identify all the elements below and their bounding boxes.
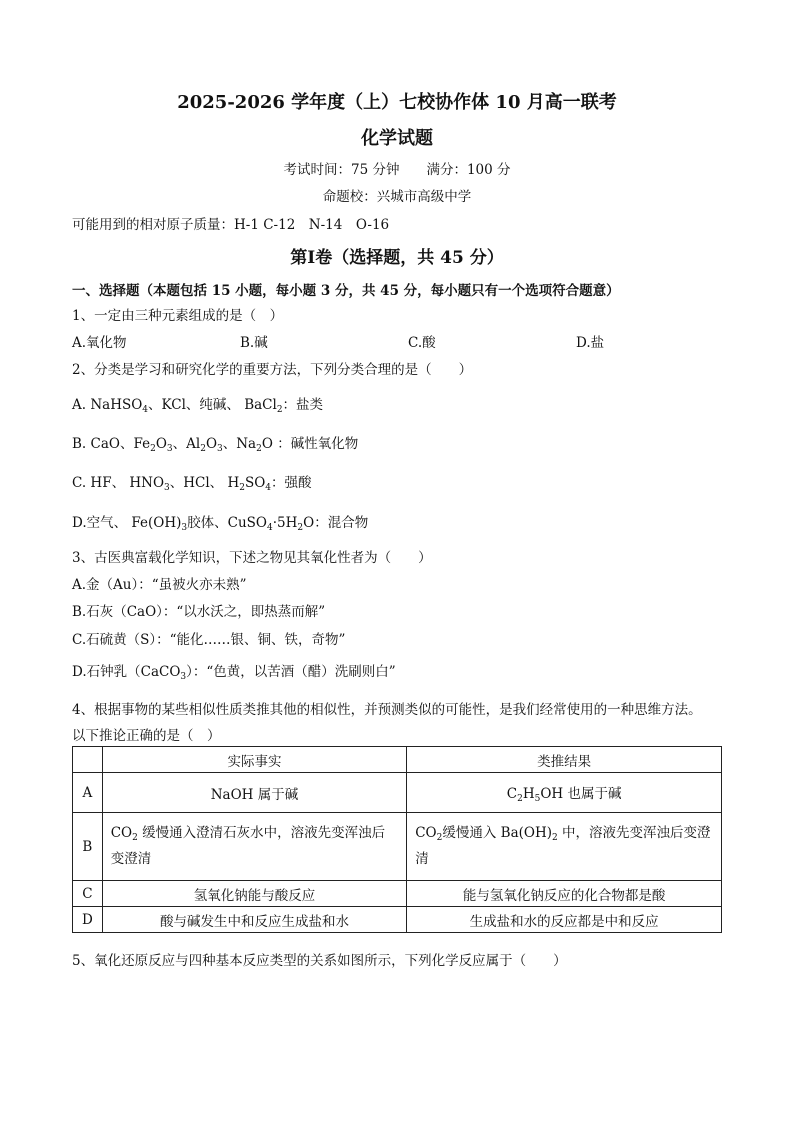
result-cell: 生成盐和水的反应都是中和反应	[407, 907, 722, 933]
exam-title: 2025-2026 学年度（上）七校协作体 10 月高一联考	[177, 92, 617, 113]
question-1-stem: 1、一定由三种元素组成的是（ ）	[72, 308, 284, 324]
exam-info: 考试时间：75 分钟 满分：100 分	[283, 162, 511, 178]
question-2-option-d: D.空气、 $Fe(OH)_3$胶体、$CuSO_4\cdot 5H_2O$：混合物	[72, 515, 369, 533]
fact-cell: 氢氧化钠能与酸反应	[102, 881, 407, 907]
result-cell: 能与氢氧化钠反应的化合物都是酸	[407, 881, 722, 907]
result-cell: $C_2H_5OH$ 也属于碱	[407, 773, 722, 813]
question-3-option-d: D.石钟乳（CaCO$_3$）：“色黄，以苦酒（醋）洗刷则白”	[72, 664, 396, 682]
question-3-option-c: C.石硫黄（S）：“能化……银、铜、铁，奇物”	[72, 632, 346, 648]
row-label: D	[73, 907, 103, 933]
subject-title: 化学试题	[361, 128, 433, 149]
question-4-stem-line2: 以下推论正确的是（ ）	[72, 728, 221, 744]
table-row	[73, 813, 722, 881]
table-row	[73, 907, 722, 933]
table-row	[73, 881, 722, 907]
fact-cell: NaOH 属于碱	[102, 773, 407, 813]
analogy-table	[72, 746, 722, 933]
question-4-stem: 4、根据事物的某些相似性质类推其他的相似性，并预测类似的可能性，是我们经常使用的一种思维方法。	[72, 702, 702, 718]
fact-cell: 酸与碱发生中和反应生成盐和水	[102, 907, 407, 933]
row-label: B	[73, 813, 103, 881]
atomic-mass-line: 可能用到的相对原子质量：H-1 C-12 N-14 O-16	[72, 217, 390, 233]
question-1-option-a: A.氧化物	[72, 335, 127, 351]
fact-cell: $CO_2$ 缓慢通入澄清石灰水中，溶液先变浑浊后变澄清	[102, 813, 407, 881]
question-1-option-b: B.碱	[240, 335, 268, 351]
table-row	[73, 773, 722, 813]
question-5-stem: 5、氧化还原反应与四种基本反应类型的关系如图所示，下列化学反应属于（ ）	[72, 953, 567, 969]
row-label: A	[73, 773, 103, 813]
question-2-option-c: C. HF、 $HNO_3$、HCl、 $H_2SO_4$：强酸	[72, 475, 312, 493]
table-header-row	[73, 747, 722, 773]
result-cell: $CO_2$缓慢通入 $Ba(OH)_2$ 中，溶液先变浑浊后变澄清	[407, 813, 722, 881]
question-3-option-b: B.石灰（CaO）：“以水沃之，即热蒸而解”	[72, 604, 326, 620]
column-header-result: 类推结果	[407, 747, 722, 773]
school-line: 命题校：兴城市高级中学	[322, 189, 472, 205]
section-title: 第Ⅰ卷（选择题，共 45 分）	[290, 248, 504, 268]
question-1-option-d: D.盐	[576, 335, 605, 351]
question-2-stem: 2、分类是学习和研究化学的重要方法，下列分类合理的是（ ）	[72, 362, 473, 378]
section-instruction: 一、选择题（本题包括 15 小题，每小题 3 分，共 45 分，每小题只有一个选项符合题意）	[72, 283, 620, 299]
question-2-option-b: B. CaO、$Fe_2O_3$、$Al_2O_3$、$Na_2O$ ：碱性氧化物	[72, 436, 359, 454]
column-header-fact: 实际事实	[102, 747, 407, 773]
table-corner-cell	[73, 747, 103, 773]
question-3-option-a: A.金（Au）：“虽被火亦未熟”	[72, 577, 247, 593]
question-1-option-c: C.酸	[408, 335, 436, 351]
row-label: C	[73, 881, 103, 907]
question-3-stem: 3、古医典富载化学知识，下述之物见其氧化性者为（ ）	[72, 550, 432, 566]
question-2-option-a: A. NaHSO$_4$、KCl、纯碱、 BaCl$_2$：盐类	[72, 397, 324, 415]
